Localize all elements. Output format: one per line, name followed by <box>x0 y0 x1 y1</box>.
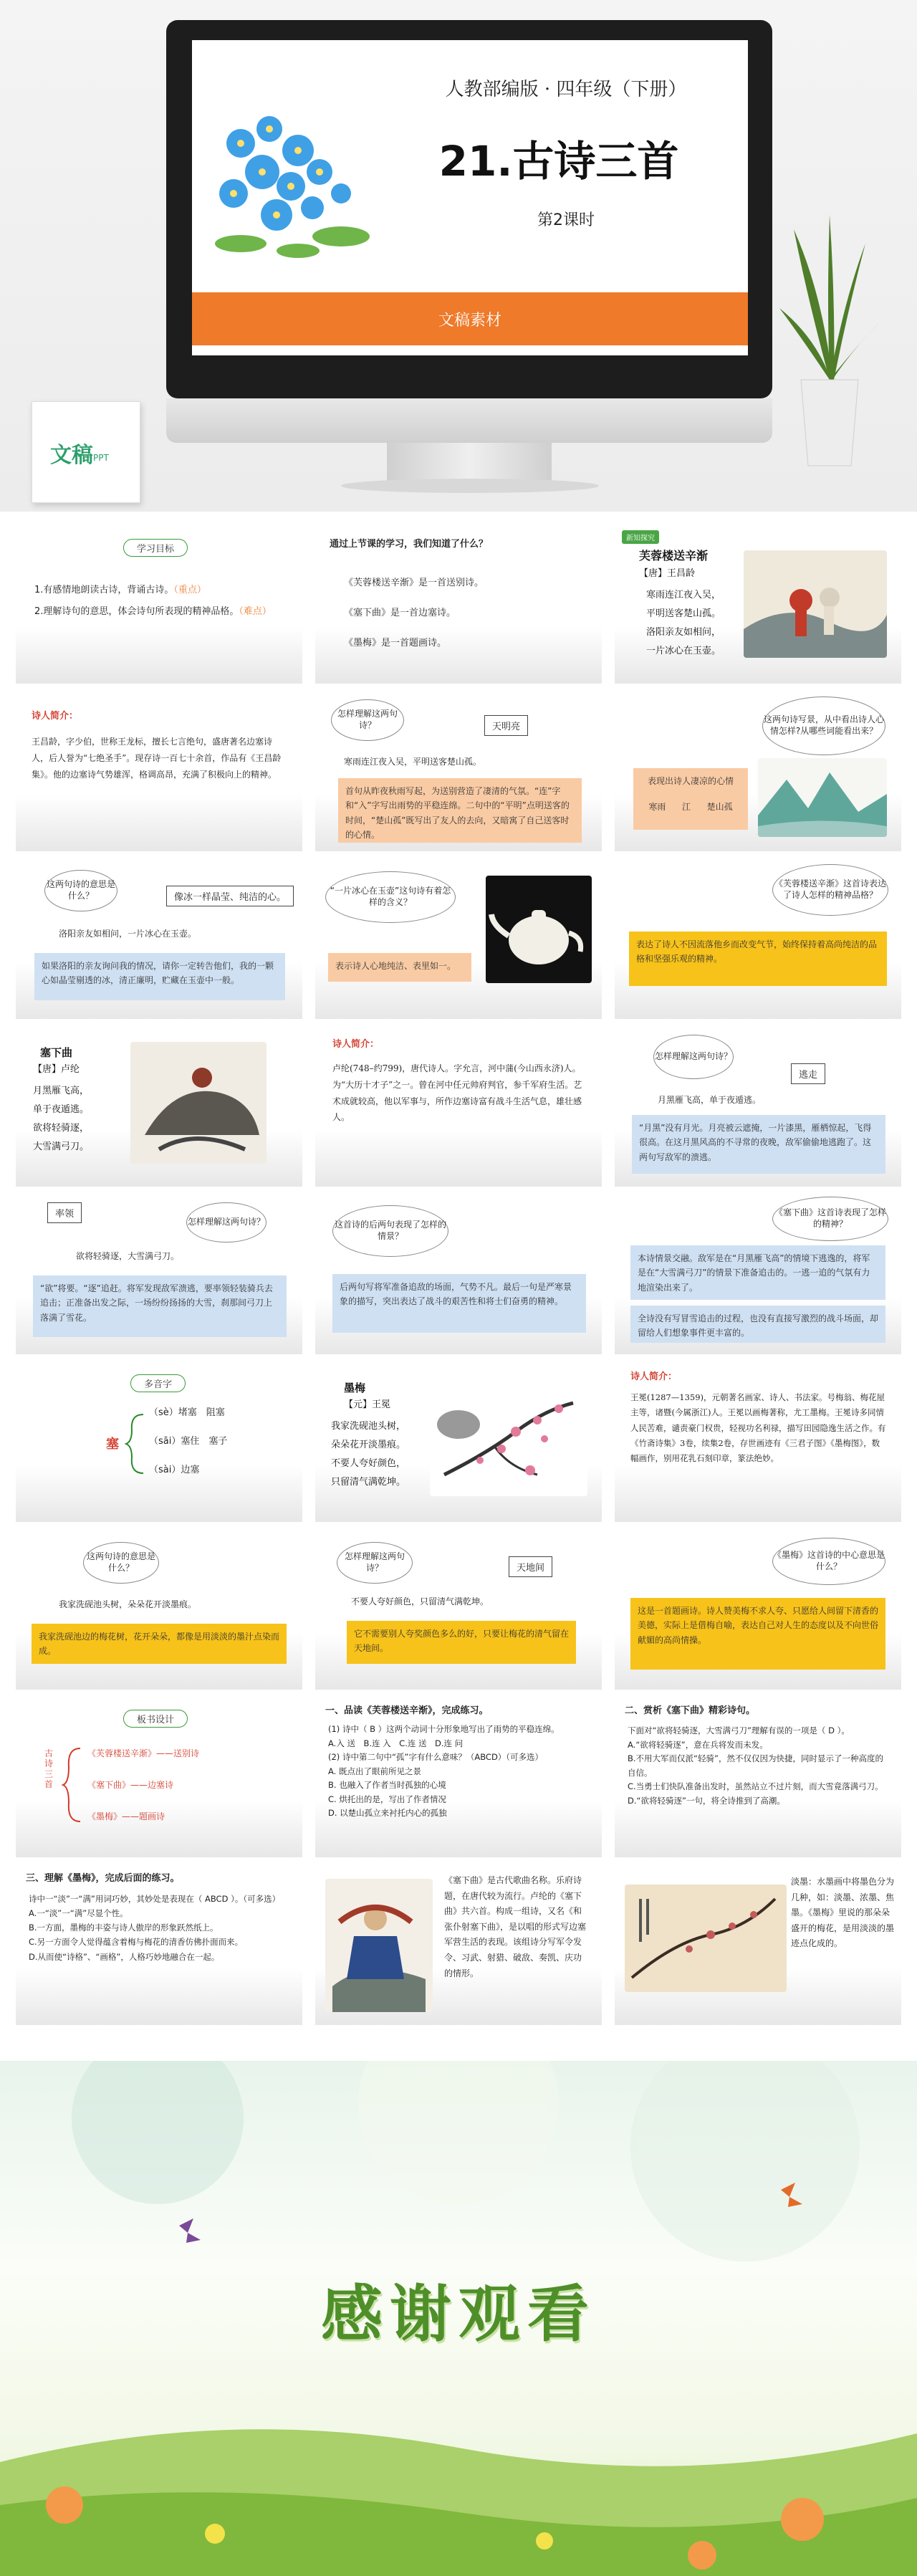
exercise-heading: 一、品读《芙蓉楼送辛渐》，完成练习。 <box>325 1705 489 1716</box>
poem-title: 塞下曲 <box>40 1046 73 1059</box>
mood-box <box>633 768 748 830</box>
explanation-box: “欲”将要。“逐”追赶。将军发现敌军溃逃，要率领轻装骑兵去追击；正准备出发之际，一场纷纷扬扬的大雪，刹那间弓刀上落满了雪花。 <box>33 1275 287 1337</box>
review-line: 《墨梅》是一首题画诗。 <box>344 638 447 648</box>
question-bubble: 怎样理解这两句诗？ <box>337 1542 413 1584</box>
polyphone-reading: （sè）堵塞 阻塞 <box>149 1407 225 1418</box>
question-bubble: 怎样理解这两句诗？ <box>331 699 404 741</box>
brace-icon <box>125 1412 146 1476</box>
exercise-option: C.当勇士们快队准备出发时，虽然站立不过片刻，而大雪竟落满弓刀。 <box>628 1781 883 1792</box>
band-text: 文稿素材 <box>438 312 501 330</box>
board-item: 《墨梅》——题画诗 <box>87 1811 165 1821</box>
word-meaning-label: 天地间 <box>509 1556 552 1577</box>
poem-line: 我家洗砚池头树， <box>331 1421 406 1432</box>
poem-quote: 我家洗砚池头树，朵朵花开淡墨痕。 <box>59 1599 197 1609</box>
goal-tag: （难点） <box>239 606 272 617</box>
question-bubble: 这两句诗写景，从中看出诗人心情怎样?从哪些词能看出来？ <box>762 696 885 755</box>
slide-poet-mood <box>615 689 901 851</box>
slide-poet-wangchangling <box>16 689 302 851</box>
board-main: 古诗三首 <box>44 1748 54 1790</box>
question-bubble: 这两句诗的意思是什么？ <box>44 870 117 911</box>
general-riding-painting-image <box>325 1879 433 2012</box>
ink-plum-painting-image <box>625 1885 787 1992</box>
exercise-option: A.一“淡”一“满”尽显个性。 <box>29 1908 128 1919</box>
question-bubble: 《芙蓉楼送辛渐》这首诗表达了诗人怎样的精神品格？ <box>772 864 888 916</box>
poem-quote: 月黑雁飞高，单于夜遁逃。 <box>658 1095 762 1105</box>
poem-title: 芙蓉楼送辛渐 <box>639 549 709 562</box>
poet-intro: 王冕(1287—1359)，元朝著名画家、诗人、书法家。号梅翁、梅花屋主等，诸暨(今属浙江)人。王冕以画梅著称，尤工墨梅。王冕诗多同情人民苦难，谴责豪门权贵，轻视功名利禄，描写田园隐逸生活之作。有《竹斋诗集》3卷，续集2卷，存世画迹有《三君子图》《墨梅图》，数幅画作，别用花乳石刻印章，篆法绝妙。 <box>630 1392 886 1464</box>
slide-ice-heart-meaning <box>315 857 602 1019</box>
exercise-options: A.入 送 B.连 入 C.连 送 D.连 问 <box>328 1738 464 1748</box>
brand-logo-sub: PPT <box>93 453 109 463</box>
board-item: 《芙蓉楼送辛渐》——送别诗 <box>87 1748 200 1758</box>
explanation-box: 我家洗砚池边的梅花树，花开朵朵，都像是用淡淡的墨汁点染而成。 <box>32 1624 287 1664</box>
slide-saixia-line-1-2 <box>615 1025 901 1187</box>
poem-line: 月黑雁飞高， <box>33 1086 90 1096</box>
question-bubble: 《塞下曲》这首诗表现了怎样的精神？ <box>772 1197 888 1241</box>
poem-quote: 不要人夸好颜色，只留清气满乾坤。 <box>351 1596 489 1607</box>
poem-line: 朵朵花开淡墨痕。 <box>331 1440 406 1450</box>
goal-tag: （重点） <box>173 585 206 595</box>
exercise-body <box>328 1723 593 1821</box>
poem-line: 欲将轻骑逐， <box>33 1123 90 1134</box>
slide-polyphone <box>16 1360 302 1522</box>
slide-spirit <box>615 857 901 1019</box>
poem-line: 只留清气满乾坤。 <box>331 1477 406 1488</box>
exercise-option: D.“欲将轻骑逐”一句，将全诗推到了高潮。 <box>628 1795 785 1806</box>
farewell-painting-image <box>744 550 887 658</box>
slide-saixia-spirit <box>615 1192 901 1354</box>
horseback-soldier-painting-image <box>130 1042 267 1164</box>
exercise-question: (2) 诗中第二句中“孤”字有什么意味？（ABCD）（可多选） <box>328 1752 544 1763</box>
mood-word: 楚山孤 <box>706 802 733 813</box>
slide-exercise-3 <box>16 1863 302 2025</box>
exercise-body <box>29 1892 291 1964</box>
poem-quote: 洛阳亲友如相问，一片冰心在玉壶。 <box>59 929 197 939</box>
exercise-heading: 二、赏析《塞下曲》精彩诗句。 <box>625 1705 756 1716</box>
exercise-question: 下面对“欲将轻骑逐，大雪满弓刀”理解有误的一项是（ D ）。 <box>628 1725 850 1735</box>
mood-word: 江 <box>681 802 691 813</box>
poet-intro: 卢纶(748–约799)，唐代诗人。字允言，河中蒲(今山西永济)人。为“大历十才子”之一。曾在河中任元帅府判官，参千军府生活。艺术成就较高，他以军事与，所作边塞诗富有战斗生活气息，雄壮感人。 <box>332 1063 582 1123</box>
review-line: 《芙蓉楼送辛渐》是一首送别诗。 <box>344 578 484 588</box>
goal-line <box>34 583 292 598</box>
exercise-body <box>628 1724 890 1808</box>
question-bubble: 《墨梅》这首诗的中心意思是什么？ <box>772 1538 885 1585</box>
slide-heading: 通过上节课的学习，我们知道了什么？ <box>330 539 489 550</box>
hero-subtitle: 人教部编版 · 四年级（下册） <box>445 79 687 100</box>
exercise-question: 诗中一“淡”一“满”用词巧妙，其妙处是表现在（ ABCD ）。（可多选） <box>29 1894 281 1904</box>
slide-board-design <box>16 1695 302 1857</box>
explanation-box: 本诗情景交融。敌军是在“月黑雁飞高”的情境下逃逸的，将军是在“大雪满弓刀”的情景下准备追击的。一逃一追的气氛有力地渲染出来了。 <box>630 1245 885 1300</box>
slide-poet-wangmian <box>615 1360 901 1522</box>
poet-intro: 王昌龄，字少伯，世称王龙标，擅长七言绝句，盛唐著名边塞诗人，后人誉为“七绝圣手”。现存诗一百七十余首，作品有《王昌龄集》。他的边塞诗气势雄浑，格调高昂，充满了积极向上的精神。 <box>32 737 282 780</box>
review-line: 《塞下曲》是一首边塞诗。 <box>344 608 456 618</box>
exercise-heading: 三、理解《墨梅》，完成后面的练习。 <box>26 1873 180 1884</box>
poem-line: 一片冰心在玉壶。 <box>646 646 721 656</box>
mood-word: 寒雨 <box>648 802 666 813</box>
exercise-option: B.一方面，墨梅的丰姿与诗人傲岸的形象跃然纸上。 <box>29 1923 219 1933</box>
cover-slide <box>0 0 917 512</box>
slide-learning-goals <box>16 522 302 684</box>
explanation-box: 如果洛阳的亲友询问我的情况，请你一定转告他们，我的一颗心如晶莹剔透的冰，清正廉明，贮藏在玉壶中一般。 <box>34 953 285 1000</box>
question-bubble: 怎样理解这两句诗？ <box>186 1202 267 1242</box>
question-bubble: “一片冰心在玉壶”这句诗有着怎样的含义？ <box>325 871 456 923</box>
background-text: 《塞下曲》是古代歌曲名称。乐府诗题，在唐代较为流行。卢纶的《塞下曲》共六首。构成一组诗，又名《和张仆射塞下曲》，是以唱的形式写边塞军营生活的表现。该组诗分写军令发令、习武、射猎、破敌、奏凯、庆功的情形。 <box>444 1875 587 1978</box>
note-text: 淡墨：水墨画中将墨色分为几种，如：淡墨、浓墨、焦墨。《墨梅》里说的那朵朵盛开的梅花，是用淡淡的墨迹点化成的。 <box>791 1877 895 1949</box>
brace-icon <box>62 1746 83 1824</box>
word-meaning-label: 像冰一样晶莹、纯洁的心。 <box>166 886 294 906</box>
exercise-option: A. 既点出了眼前所见之景 <box>328 1766 421 1776</box>
hero-period: 第2课时 <box>537 211 595 229</box>
slide-poem-momei <box>315 1360 602 1522</box>
board-item: 《塞下曲》——边塞诗 <box>87 1780 174 1790</box>
monitor-stand <box>387 443 552 483</box>
slide-saixia-background <box>315 1863 602 2025</box>
slide-line-1-2-meaning <box>315 689 602 851</box>
section-pill: 学习目标 <box>123 539 188 557</box>
exercise-option: B. 也融入了作者当时孤独的心境 <box>328 1780 446 1791</box>
slide-poem-saixiaqu <box>16 1025 302 1187</box>
slide-poet-lulun <box>315 1025 602 1187</box>
question-bubble: 这两句诗的意思是什么？ <box>83 1542 159 1584</box>
explanation-box: 首句从昨夜秋雨写起，为送别营造了凄清的气氛。“连”字和“入”字写出雨势的平稳连绵。二句中的“平明”点明送客的时间，“楚山孤”既写出了友人的去向，又暗寓了自己送客时的心情。 <box>338 778 582 843</box>
jade-teapot-image <box>486 876 592 983</box>
poem-author: 【元】王冕 <box>344 1399 391 1410</box>
monitor-chin <box>166 398 772 443</box>
poem-line: 寒雨连江夜入吴， <box>646 590 721 600</box>
poem-author: 【唐】卢纶 <box>33 1064 80 1075</box>
explanation-box: 这是一首题画诗。诗人赞美梅不求人夸、只愿给人间留下清香的美德，实际上是借梅自喻，表达自己对人生的态度以及不向世俗献媚的高尚情操。 <box>630 1598 885 1670</box>
slide-line-3-4-meaning <box>16 857 302 1019</box>
monitor-base <box>341 479 599 493</box>
slide-review <box>315 522 602 684</box>
exercise-option: A.“欲将轻骑逐”，意在兵将发而未发。 <box>628 1739 768 1750</box>
slide-momei-center <box>615 1528 901 1690</box>
explanation-box: “月黑”没有月光。月亮被云遮掩，一片漆黑，雁栖惊起，飞得很高。在这月黑风高的不寻常的夜晚，敌军偷偷地逃跑了。这两句写敌军的溃逃。 <box>632 1115 885 1174</box>
potted-plant-illustration <box>779 215 880 473</box>
brand-logo: 文稿 <box>50 443 93 468</box>
plum-blossom-painting-image <box>430 1389 587 1496</box>
slide-exercise-2 <box>615 1695 901 1857</box>
forget-me-not-flowers-illustration <box>198 100 391 272</box>
poem-body <box>646 586 721 661</box>
poem-author: 【唐】王昌龄 <box>639 568 696 579</box>
poem-line: 单于夜遁逃。 <box>33 1104 90 1115</box>
slide-exercise-1 <box>315 1695 602 1857</box>
exercise-option: C.另一方面令人觉得蕴含着梅与梅花的清香仿佛扑面而来。 <box>29 1937 244 1948</box>
polyphone-reading: （sāi）塞住 塞子 <box>149 1436 228 1447</box>
explanation-box: 全诗没有写冒雪追击的过程，也没有直接写激烈的战斗场面，却留给人们想象事件更丰富的。 <box>630 1306 885 1343</box>
explanation-box: 它不需要别人夸奖颜色多么的好，只要让梅花的清气留在天地间。 <box>347 1621 576 1664</box>
section-tag: 新知探究 <box>622 530 659 544</box>
goal-line <box>34 605 302 620</box>
question-bubble: 这首诗的后两句表现了怎样的情景？ <box>332 1205 448 1257</box>
question-bubble: 怎样理解这两句诗？ <box>653 1035 734 1079</box>
poem-quote: 寒雨连江夜入吴，平明送客楚山孤。 <box>344 757 482 767</box>
poem-body <box>33 1082 89 1157</box>
hero-title: 21.古诗三首 <box>438 137 679 186</box>
polyphone-char: 塞 <box>106 1437 119 1452</box>
goal-text: 1.有感情地朗读古诗，背诵古诗。 <box>34 585 174 595</box>
landscape-painting-image <box>758 758 887 837</box>
poem-body <box>331 1417 405 1492</box>
word-meaning-label: 逃走 <box>791 1063 825 1084</box>
exercise-option: B.不用大军而仅派“轻骑”，然不仅仅因为快捷，同时显示了一种高度的自信。 <box>628 1753 883 1778</box>
slide-saixia-scene <box>315 1192 602 1354</box>
poet-label: 诗人简介： <box>332 1039 380 1050</box>
slide-danmo-note <box>615 1863 901 2025</box>
goal-text: 2.理解诗句的意思，体会诗句所表现的精神品格。 <box>34 606 239 617</box>
poet-label: 诗人简介： <box>32 711 79 722</box>
poem-line: 洛阳亲友如相问， <box>646 627 721 638</box>
slide-momei-line-1-2 <box>16 1528 302 1690</box>
thank-you-text: 感谢观看 <box>321 2279 596 2350</box>
slide-saixia-line-3-4 <box>16 1192 302 1354</box>
section-pill: 多音字 <box>130 1374 186 1392</box>
exercise-option: C. 烘托出的是，写出了作者情况 <box>328 1794 446 1804</box>
polyphone-reading: （sài）边塞 <box>149 1465 200 1475</box>
exercise-option: D.从而使“诗格”、“画格”，人格巧妙地融合在一起。 <box>29 1951 220 1962</box>
poem-line: 不要人夸好颜色， <box>331 1458 406 1469</box>
poem-line: 平明送客楚山孤。 <box>646 608 721 619</box>
explanation-box: 后两句写将军准备追敌的场面，气势不凡。最后一句是严寒景象的描写，突出表达了战斗的艰苦性和将士们奋勇的精神。 <box>332 1274 586 1333</box>
slide-momei-line-3-4 <box>315 1528 602 1690</box>
section-pill: 板书设计 <box>123 1710 188 1728</box>
poem-quote: 欲将轻骑逐，大雪满弓刀。 <box>76 1251 180 1261</box>
slide-poem-furonglou <box>615 522 901 684</box>
mood-title: 表现出诗人凄凉的心情 <box>647 776 734 786</box>
word-meaning-label: 天明亮 <box>484 715 528 736</box>
poem-title: 墨梅 <box>344 1382 366 1394</box>
word-meaning-label: 率领 <box>47 1202 82 1223</box>
poet-label: 诗人简介： <box>630 1371 678 1382</box>
explanation-box: 表达了诗人不因流落他乡而改变气节，始终保持着高尚纯洁的品格和坚强乐观的精神。 <box>629 932 887 986</box>
explanation-box: 表示诗人心地纯洁、表里如一。 <box>328 953 471 982</box>
poem-line: 大雪满弓刀。 <box>33 1141 90 1152</box>
exercise-option: D. 以楚山孤立来衬托内心的孤独 <box>328 1808 447 1819</box>
exercise-question: (1) 诗中（ B ）这两个动词十分形象地写出了雨势的平稳连绵。 <box>328 1724 560 1734</box>
